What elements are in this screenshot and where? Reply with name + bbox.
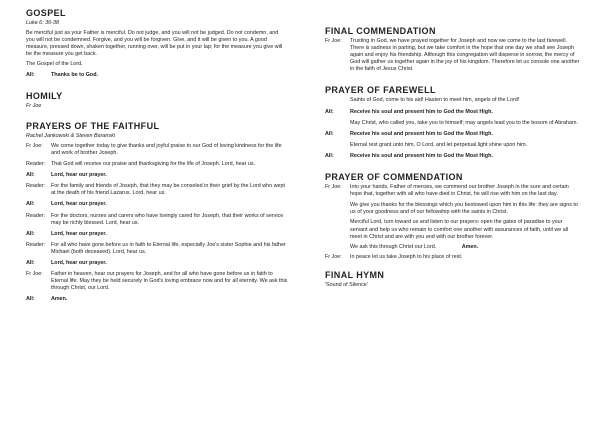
speaker-label: Reader: (26, 241, 46, 248)
speaker-label: Fr Joe: (26, 142, 43, 149)
prayer-line (26, 213, 288, 227)
speaker-label: All: (26, 259, 35, 266)
hymn-name: 'Sound of Silence' (325, 281, 368, 288)
farewell-heading: PRAYER OF FAREWELL (325, 85, 436, 96)
prayer-text: For all who have gone before us in faith to Eternal life, especially Joe's sister Sophie and his father Michael (both deceased). Lord, hear us. (51, 241, 286, 255)
prayer-text: Lord, hear our prayer. (51, 201, 107, 208)
speaker-label: Fr Joe: (26, 271, 43, 278)
prayer-text: Lord, hear our prayer. (51, 259, 107, 266)
speaker-label (325, 120, 350, 127)
speaker-label: All: (325, 152, 334, 159)
commendation-end-row (325, 254, 581, 261)
commendation-text-2: We give you thanks for the blessings which you bestowed upon him in this life: they are signs to us of your goodness and of our fellowship with the saints in Christ. (350, 202, 578, 216)
prayer-line (26, 296, 288, 303)
commendation-text-3: Merciful Lord, turn toward us and listen to our prayers: open the gates of paradise to your servant and help us who remain to comfort one another with assurances of faith, until we all meet in Christ and are with you and with our brother forever. (350, 219, 569, 240)
speaker-label: All: (26, 172, 35, 179)
prayer-line (325, 153, 581, 160)
prayer-text: For the family and friends of Joseph, that they may be consoled in their grief by the Lord who wept at the death of his friend Lazarus. Lord, hear us. (51, 183, 286, 197)
commendation-ask: We ask this through Christ our Lord. (350, 243, 437, 250)
speaker-label: Fr Joe: (325, 253, 342, 260)
prayer-text: Saints of God, come to his aid! Hasten to meet him, angels of the Lord! (350, 97, 520, 104)
commendation-row (325, 184, 581, 198)
homily-by: Fr Joe (26, 102, 42, 109)
final-commendation-row (325, 38, 581, 73)
prayer-text: We come together today to give thanks and joyful praise to our God of loving kindness for the life and work of brother Joseph. (51, 142, 282, 156)
speaker-label: All: (325, 108, 334, 115)
speaker-label: Fr Joe: (325, 38, 342, 44)
speaker-label (325, 142, 350, 149)
hymn-heading: FINAL HYMN (325, 269, 385, 280)
prayer-line (325, 97, 581, 104)
prayer-text: May Christ, who called you, take you to himself; may angels lead you to the bosom of Abraham. (350, 119, 579, 126)
commendation-end-text: In peace let us take Joseph to his place of rest. (350, 253, 463, 260)
gospel-closing: The Gospel of the Lord. (26, 61, 83, 68)
final-commendation-text: Trusting in God, we have prayed together for Joseph and now we come to the last farewell. There is sadness in parting, but we take comfort in the hope that one day we shall see Joseph again and enjoy his friendship. Although this congregation will disperse in sorrow, the mercy of God will gather us together again in the joy of his kingdom. Therefore let us console one another in the faith of Jesus Christ. (350, 38, 580, 73)
final-commendation-heading: FINAL COMMENDATION (325, 26, 436, 36)
gospel-response: Thanks be to God. (51, 71, 99, 78)
prayer-line (325, 120, 581, 127)
speaker-label: All: (26, 71, 35, 78)
homily-heading: HOMILY (26, 90, 63, 101)
speaker-label (325, 97, 350, 104)
prayer-line (325, 109, 581, 116)
prayer-line (325, 142, 581, 149)
prayer-line (26, 183, 288, 197)
prayer-text: Eternal rest grant unto him, O Lord, and let perpetual light shine upon him. (350, 141, 528, 148)
speaker-label: Reader: (26, 161, 46, 168)
speaker-label: All: (26, 201, 35, 208)
prayer-line (26, 161, 288, 168)
prayers-heading: PRAYERS OF THE FAITHFUL (26, 120, 160, 131)
speaker-label: Fr Joe: (325, 184, 342, 191)
gospel-text: Be merciful just as your Father is merciful. Do not judge, and you will not be judged. Do not condemn, and you will not be condemned. Forgive, and you will be forgiven. Give, and it will be given to you. A good measure, pressed down, shaken together, running over, will be put in your lap; for the measure you give will be the measure you get back. (26, 30, 283, 58)
prayers-by: Rachel Jankowski & Steven Baranski (26, 132, 115, 139)
prayer-line (26, 271, 288, 292)
speaker-label: Reader: (26, 183, 46, 190)
speaker-label: All: (26, 296, 35, 303)
prayer-text: Father in heaven, hear our prayers for Joseph, and for all who have gone before us in faith to Eternal life. May they be held securely in God's loving embrace now and for all eternity. We ask this through Christ, our Lord. (51, 271, 288, 292)
prayer-text: Receive his soul and present him to God the Most High. (350, 152, 493, 159)
gospel-reference: Luke 6: 36-38 (26, 20, 59, 26)
prayer-text: Lord, hear our prayer. (51, 172, 107, 179)
prayer-text: Amen. (51, 296, 68, 303)
gospel-heading: GOSPEL (26, 8, 66, 18)
prayer-text: For the doctors, nurses and carers who have lovingly cared for Joseph, that their works of service may be richly blessed. Lord, hear us. (51, 212, 284, 226)
commendation-text-1: Into your hands, Father of mercies, we commend our brother Joseph in the sure and certain hope that, together with all who have died in Christ, he will rise with him on the last day. (350, 184, 569, 198)
prayer-line (26, 201, 288, 208)
prayer-line (26, 260, 288, 267)
prayer-line (26, 231, 288, 238)
prayer-line (26, 143, 288, 157)
right-column (325, 26, 581, 289)
speaker-label: All: (26, 230, 35, 237)
prayer-text: That God will receive our praise and thanksgiving for the life of Joseph. Lord, hear us. (51, 161, 256, 168)
prayer-line (26, 172, 288, 179)
farewell-list (325, 97, 581, 160)
speaker-label: All: (325, 130, 334, 137)
prayers-list (26, 143, 288, 304)
prayer-line (26, 242, 288, 256)
commendation-heading: PRAYER OF COMMENDATION (325, 172, 463, 183)
commendation-text-4 (325, 244, 581, 251)
prayer-line (325, 131, 581, 138)
speaker-label: Reader: (26, 212, 46, 219)
prayer-text: Receive his soul and present him to God the Most High. (350, 108, 493, 115)
left-column (26, 8, 288, 307)
prayer-text: Lord, hear our prayer. (51, 230, 107, 237)
gospel-response-row (26, 72, 288, 79)
commendation-amen: Amen. (461, 243, 479, 250)
prayer-text: Receive his soul and present him to God the Most High. (350, 130, 493, 137)
